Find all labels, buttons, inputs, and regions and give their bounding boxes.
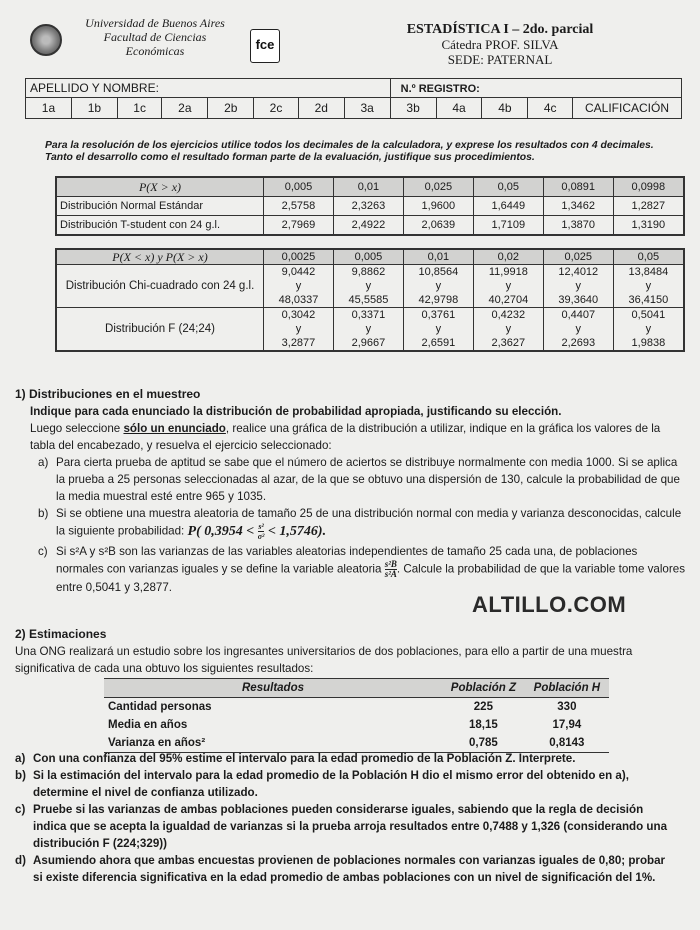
section2-intro: Una ONG realizará un estudio sobre los ingresantes universitarios de dos poblaciones, para ello a partir de una muestra significativa de cada una obtuvo los siguientes resultados: bbox=[15, 645, 633, 675]
university-block bbox=[75, 16, 235, 58]
university-seal-icon bbox=[30, 24, 62, 56]
results-table bbox=[104, 678, 609, 753]
table-row bbox=[56, 197, 684, 216]
item-letter: a) bbox=[15, 752, 26, 765]
grade-cell-4a[interactable]: 4a bbox=[436, 98, 482, 119]
prob-header-cell: 0,01 bbox=[333, 177, 403, 197]
value-cell: 1,3870 bbox=[543, 216, 613, 236]
value-pair bbox=[617, 265, 680, 307]
instructions: Para la resolución de los ejercicios utilice todos los decimales de la calculadora, y exprese los resultados con 4 decimales. Tanto el desarrollo como el resultado forman parte de la evaluación, justifique sus procedimientos. bbox=[45, 140, 654, 163]
value-cell bbox=[473, 308, 543, 352]
value-pair bbox=[547, 265, 610, 307]
name-field[interactable] bbox=[26, 79, 391, 98]
grade-cell-2b[interactable]: 2b bbox=[208, 98, 254, 119]
row-label: Distribución Normal Estándar bbox=[56, 197, 264, 216]
value-cell: 1,2827 bbox=[613, 197, 684, 216]
probability-expression: P( 0,3954 < $\frac{\text{s²}}{\text{σ²}}$ < 1,5746). bbox=[187, 522, 327, 541]
grade-cell-2d[interactable]: 2d bbox=[298, 98, 344, 119]
section1-item-b: b) Si se obtiene una muestra aleatoria de tamaño 25 de una distribución normal con media y varianza desconocidas, calcule la siguiente probabilidad: P( 0,3954 < $\frac{\text{s²}}{\text{σ²}}$ < 1,5746). bbox=[38, 507, 682, 541]
prob-header-cell: 0,02 bbox=[473, 249, 543, 265]
row-label: Distribución T-student con 24 g.l. bbox=[56, 216, 264, 236]
upper-value: 1,9838 bbox=[631, 337, 666, 349]
section1-item-c: c) Si s²A y s²B son las varianzas de las variables aleatorias independientes de tamaño 25 cada una, de poblaciones normales con varianzas iguales y se define la variable aleatoria $\frac{\text{s²B}}{\text{s²A}}$ . Calcule la probabilidad de que la variable tome valores entre 0,5041 y 3,2877. bbox=[38, 545, 685, 594]
lower-value: 13,8484 bbox=[628, 266, 669, 278]
prob-header-cell: 0,0025 bbox=[264, 249, 334, 265]
section2-item bbox=[15, 852, 675, 886]
section-2 bbox=[15, 626, 687, 677]
fce-logo-icon: fce bbox=[250, 29, 280, 63]
results-label: Media en años bbox=[108, 719, 188, 731]
table2-header-label: P(X < x) y P(X > x) bbox=[56, 249, 264, 265]
value-pair bbox=[617, 308, 680, 350]
lower-value: 0,3761 bbox=[421, 309, 456, 321]
value-cell bbox=[333, 308, 403, 352]
grade-cell-3a[interactable]: 3a bbox=[344, 98, 390, 119]
item-letter: c) bbox=[15, 803, 26, 816]
value-cell bbox=[264, 308, 334, 352]
results-header-row bbox=[104, 679, 609, 698]
grade-cell-3b[interactable]: 3b bbox=[390, 98, 436, 119]
item-text: Con una confianza del 95% estime el intervalo para la edad promedio de la Población Z. Interprete. bbox=[33, 752, 576, 765]
prob-header-cell: 0,05 bbox=[613, 249, 684, 265]
y-word: y bbox=[295, 323, 302, 335]
upper-value: 39,3640 bbox=[558, 294, 599, 306]
upper-value: 2,9667 bbox=[351, 337, 386, 349]
course-block bbox=[380, 22, 620, 67]
value-pair bbox=[337, 308, 400, 350]
item-letter: b) bbox=[15, 769, 26, 782]
results-row bbox=[104, 698, 609, 717]
value-pair bbox=[267, 308, 330, 350]
table1-header-row bbox=[56, 177, 684, 197]
table-row bbox=[56, 265, 684, 308]
upper-value: 36,4150 bbox=[628, 294, 669, 306]
registro-field[interactable] bbox=[390, 79, 681, 98]
section1-title: 1) Distribuciones en el muestreo bbox=[15, 387, 201, 401]
upper-value: 2,6591 bbox=[421, 337, 456, 349]
row-label: Distribución Chi-cuadrado con 24 g.l. bbox=[56, 265, 264, 308]
y-word: y bbox=[505, 280, 512, 292]
value-cell bbox=[264, 265, 334, 308]
course-title: ESTADÍSTICA I – 2do. parcial bbox=[406, 22, 594, 37]
upper-value: 40,2704 bbox=[488, 294, 529, 306]
value-cell: 1,9600 bbox=[403, 197, 473, 216]
section2-title: 2) Estimaciones bbox=[15, 627, 107, 641]
grade-cell-4c[interactable]: 4c bbox=[528, 98, 573, 119]
chair-name: Cátedra PROF. SILVA bbox=[441, 37, 559, 52]
grade-cell-2a[interactable]: 2a bbox=[162, 98, 208, 119]
value-cell: 1,3462 bbox=[543, 197, 613, 216]
results-value: 18,15 bbox=[468, 719, 498, 731]
results-header-cell: Población H bbox=[525, 679, 609, 698]
lower-value: 9,8862 bbox=[351, 266, 386, 278]
y-word: y bbox=[575, 280, 582, 292]
prob-header-cell: 0,01 bbox=[403, 249, 473, 265]
value-cell: 2,7969 bbox=[264, 216, 334, 236]
y-word: y bbox=[575, 323, 582, 335]
value-pair bbox=[407, 308, 470, 350]
prob-header-cell: 0,025 bbox=[543, 249, 613, 265]
section2-item bbox=[15, 801, 675, 852]
value-cell: 2,3263 bbox=[333, 197, 403, 216]
value-pair bbox=[337, 265, 400, 307]
value-cell bbox=[613, 265, 684, 308]
lower-value: 0,5041 bbox=[631, 309, 666, 321]
grade-row bbox=[26, 98, 682, 119]
value-cell: 1,6449 bbox=[473, 197, 543, 216]
lower-value: 0,4232 bbox=[491, 309, 526, 321]
faculty-line1: Facultad de Ciencias bbox=[103, 30, 207, 44]
lower-value: 9,0442 bbox=[281, 266, 316, 278]
item-text: Pruebe si las varianzas de ambas poblaciones pueden considerarse iguales, sabiendo que la regla de decisión indica que se acepta la igualdad de varianzas si la prueba arroja resultados entre 0,7488 y 1,326 (considerando una distribución F (224;329)) bbox=[33, 803, 668, 850]
faculty-line2: Económicas bbox=[125, 44, 185, 58]
campus-name: SEDE: PATERNAL bbox=[447, 52, 553, 67]
results-label: Varianza en años² bbox=[104, 734, 442, 753]
value-cell bbox=[403, 308, 473, 352]
prob-header-cell: 0,05 bbox=[473, 177, 543, 197]
results-label: Cantidad personas bbox=[108, 701, 212, 713]
prob-header-cell: 0,0891 bbox=[543, 177, 613, 197]
prob-header-cell: 0,025 bbox=[403, 177, 473, 197]
grade-cell-1a[interactable]: 1a bbox=[26, 98, 72, 119]
lower-value: 12,4012 bbox=[558, 266, 599, 278]
y-word: y bbox=[365, 323, 372, 335]
lower-value: 10,8564 bbox=[418, 266, 459, 278]
value-cell bbox=[613, 308, 684, 352]
y-word: y bbox=[365, 280, 372, 292]
value-cell bbox=[543, 265, 613, 308]
y-word: y bbox=[645, 280, 652, 292]
grade-cell-2c[interactable]: 2c bbox=[254, 98, 299, 119]
results-row bbox=[104, 716, 609, 734]
value-cell: 1,7109 bbox=[473, 216, 543, 236]
value-cell: 2,0639 bbox=[403, 216, 473, 236]
upper-value: 45,5585 bbox=[348, 294, 389, 306]
table-row bbox=[56, 308, 684, 352]
item-text: Asumiendo ahora que ambas encuestas provienen de poblaciones normales con varianzas iguales de 0,80; probar si existe diferencia significativa en la edad promedio de ambas poblaciones con un nivel de significación del 1%. bbox=[33, 854, 666, 884]
section-1 bbox=[15, 386, 687, 596]
grade-cell-1b[interactable]: 1b bbox=[71, 98, 117, 119]
prob-header-cell: 0,005 bbox=[333, 249, 403, 265]
y-word: y bbox=[295, 280, 302, 292]
value-pair bbox=[267, 265, 330, 307]
grade-cell-4b[interactable]: 4b bbox=[482, 98, 528, 119]
value-pair bbox=[477, 265, 540, 307]
prob-header-cell: 0,0998 bbox=[613, 177, 684, 197]
value-cell: 1,3190 bbox=[613, 216, 684, 236]
upper-value: 42,9798 bbox=[418, 294, 459, 306]
results-value: 0,8143 bbox=[525, 734, 609, 753]
y-word: y bbox=[505, 323, 512, 335]
y-word: y bbox=[645, 323, 652, 335]
name-label: APELLIDO Y NOMBRE: bbox=[30, 81, 159, 95]
upper-value: 2,2693 bbox=[561, 337, 596, 349]
y-word: y bbox=[435, 280, 442, 292]
student-id-table bbox=[25, 78, 682, 119]
section2-items bbox=[15, 750, 675, 886]
y-word: y bbox=[435, 323, 442, 335]
section1-intro2: Luego seleccione sólo un enunciado, realice una gráfica de la distribución a utilizar, indique en la gráfica los valores de la tabla del encabezado, y resuelva el ejercicio seleccionado: bbox=[30, 422, 661, 452]
chi-f-table bbox=[55, 248, 685, 352]
lower-value: 0,3371 bbox=[351, 309, 386, 321]
results-header-cell: Resultados bbox=[104, 679, 442, 698]
results-value: 17,94 bbox=[552, 719, 582, 731]
item-letter: d) bbox=[15, 854, 26, 867]
lower-value: 11,9918 bbox=[488, 266, 528, 278]
exam-header bbox=[25, 14, 680, 76]
section2-item bbox=[15, 750, 675, 767]
section1-item-a: a) Para cierta prueba de aptitud se sabe que el número de aciertos se distribuye normalmente con media 1000. Si se aplica la prueba a 25 personas seleccionadas al azar, de la que se obtuvo una dispersión de 130, calcule la probabilidad de que la media muestral esté entre 965 y 1035. bbox=[38, 456, 680, 503]
value-cell bbox=[403, 265, 473, 308]
results-value: 225 bbox=[473, 701, 493, 713]
value-cell bbox=[333, 265, 403, 308]
section2-item bbox=[15, 767, 675, 801]
row-label: Distribución F (24;24) bbox=[56, 308, 264, 352]
value-cell bbox=[543, 308, 613, 352]
prob-header-cell: 0,005 bbox=[264, 177, 334, 197]
item-text: Si la estimación del intervalo para la edad promedio de la Población H dio el mismo error del obtenido en a), determine el nivel de confianza utilizado. bbox=[33, 769, 629, 799]
upper-value: 3,2877 bbox=[281, 337, 316, 349]
watermark: ALTILLO.COM bbox=[472, 592, 627, 617]
upper-value: 48,0337 bbox=[278, 294, 319, 306]
lower-value: 0,3042 bbox=[281, 309, 316, 321]
value-cell: 2,5758 bbox=[264, 197, 334, 216]
value-pair bbox=[407, 265, 470, 307]
value-pair bbox=[477, 308, 540, 350]
registro-label: N.º REGISTRO: bbox=[400, 83, 480, 95]
table-row bbox=[56, 216, 684, 236]
lower-value: 0,4407 bbox=[561, 309, 596, 321]
university-name: Universidad de Buenos Aires bbox=[85, 16, 225, 30]
value-cell bbox=[473, 265, 543, 308]
results-value: 0,785 bbox=[442, 734, 525, 753]
grade-cell-1c[interactable]: 1c bbox=[117, 98, 162, 119]
results-header-cell: Población Z bbox=[442, 679, 525, 698]
table1-header-label: P(X > x) bbox=[56, 177, 264, 197]
grade-cell-calificación[interactable]: CALIFICACIÓN bbox=[573, 98, 682, 119]
section1-intro1: Indique para cada enunciado la distribución de probabilidad apropiada, justificando su elección. bbox=[30, 405, 562, 418]
normal-t-table bbox=[55, 176, 685, 236]
upper-value: 2,3627 bbox=[491, 337, 526, 349]
value-pair bbox=[547, 308, 610, 350]
table2-header-row bbox=[56, 249, 684, 265]
value-cell: 2,4922 bbox=[333, 216, 403, 236]
results-value: 330 bbox=[557, 701, 577, 713]
